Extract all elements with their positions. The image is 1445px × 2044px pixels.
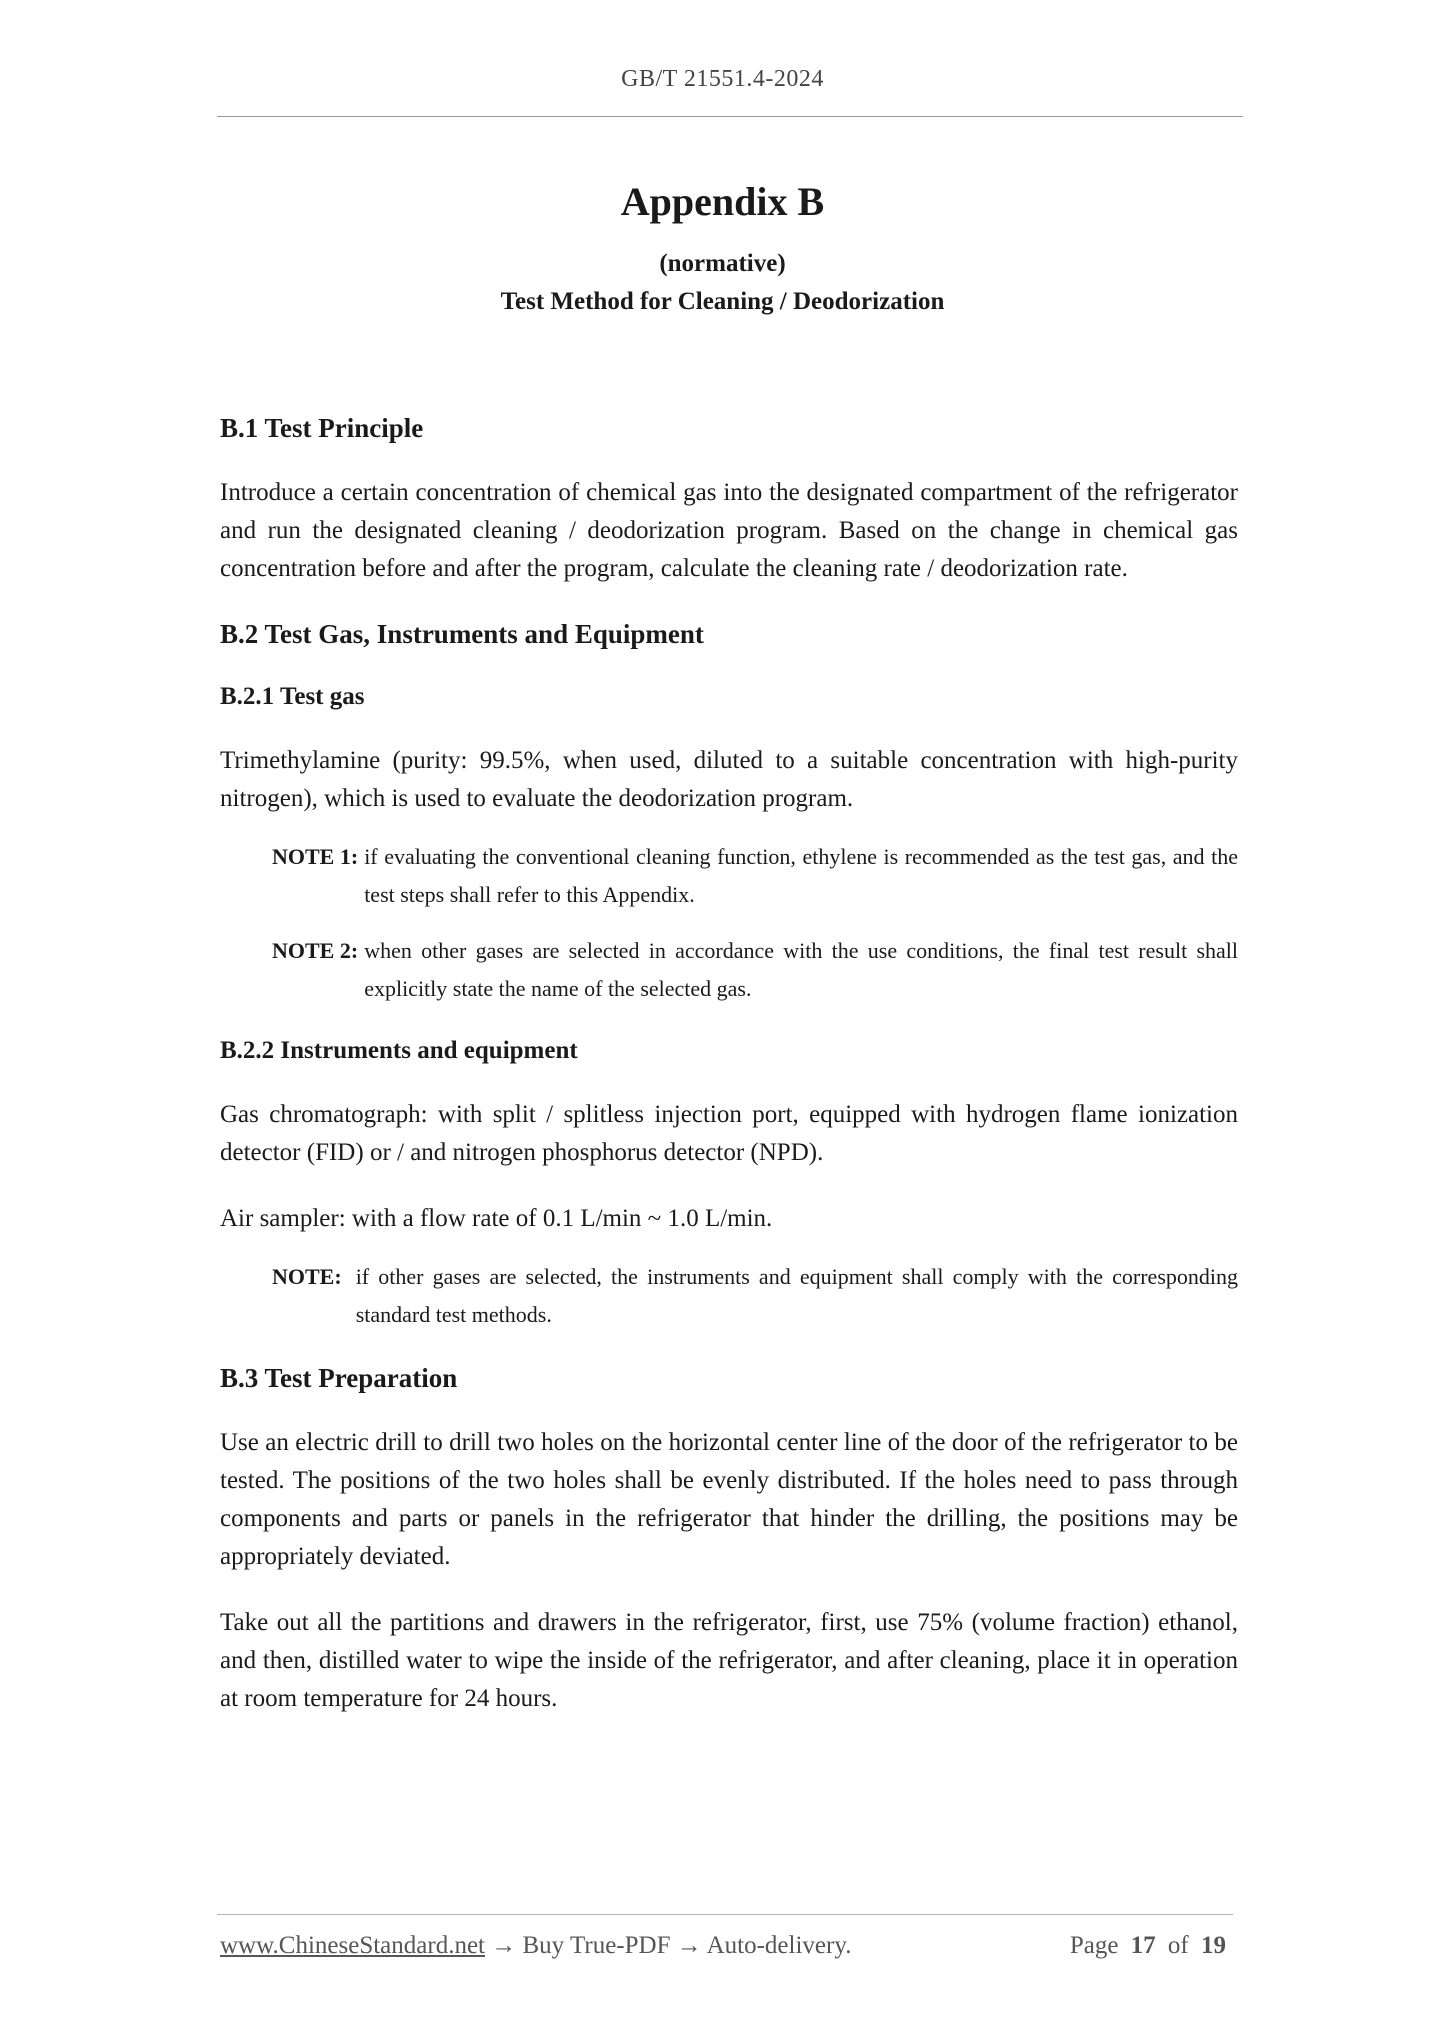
page-number	[1070, 1932, 1232, 1960]
section-b21-paragraph: Trimethylamine (purity: 99.5%, when used, diluted to a suitable concentration with high-purity nitrogen), which is used to evaluate the deodorization program.	[220, 747, 1238, 812]
note-2-label: NOTE 2:	[272, 938, 359, 963]
document-body	[220, 410, 1238, 1746]
page-current: 17	[1130, 1932, 1156, 1959]
section-b21-heading: B.2.1 Test gas	[220, 683, 365, 710]
note-1	[272, 838, 1238, 914]
section-b3-paragraph-1: Use an electric drill to drill two holes on the horizontal center line of the door of the refrigerator to be tested. The positions of the two holes shall be evenly distributed. If the holes need to pass through components and parts or panels in the refrigerator that hinder the drilling, the positions may be appropriately deviated.	[220, 1429, 1238, 1570]
note-1-label: NOTE 1:	[272, 844, 359, 869]
appendix-subtitle: Test Method for Cleaning / Deodorization	[500, 288, 945, 315]
appendix-title: Appendix B	[620, 179, 825, 224]
running-header: GB/T 21551.4-2024	[621, 66, 824, 92]
footer-delivery-text: Auto-delivery.	[706, 1932, 852, 1959]
page-total: 19	[1201, 1932, 1226, 1959]
note-2-text: when other gases are selected in accordance with the use conditions, the final test result shall explicitly state the name of the selected gas.	[364, 938, 1238, 1001]
section-b2-heading: B.2 Test Gas, Instruments and Equipment	[220, 619, 704, 649]
note-instruments	[272, 1258, 1238, 1334]
footer-promo	[220, 1932, 851, 1960]
footer-buy-text: Buy True-PDF	[522, 1932, 671, 1959]
section-b3-paragraph-2: Take out all the partitions and drawers in the refrigerator, first, use 75% (volume fraction) ethanol, and then, distilled water to wipe the inside of the refrigerator, and after cleaning, place it in operation at room temperature for 24 hours.	[220, 1609, 1238, 1712]
note-1-text: if evaluating the conventional cleaning function, ethylene is recommended as the test gas, and the test steps shall refer to this Appendix.	[364, 844, 1238, 907]
appendix-title-block	[0, 176, 1445, 318]
footer-divider	[217, 1914, 1233, 1915]
section-b22-paragraph-2: Air sampler: with a flow rate of 0.1 L/min ~ 1.0 L/min.	[220, 1205, 773, 1232]
website-link[interactable]: www.ChineseStandard.net	[220, 1932, 485, 1959]
section-b3-heading: B.3 Test Preparation	[220, 1363, 458, 1393]
section-b1-heading: B.1 Test Principle	[220, 413, 424, 443]
note-instruments-text: if other gases are selected, the instruments and equipment shall comply with the corresponding standard test methods.	[355, 1264, 1238, 1327]
header-divider	[217, 116, 1243, 117]
note-instruments-label: NOTE:	[272, 1264, 342, 1289]
section-b1-paragraph: Introduce a certain concentration of chemical gas into the designated compartment of the refrigerator and run the designated cleaning / deodorization program. Based on the change in chemical gas concentration before and after the program, calculate the cleaning rate / deodorization rate.	[220, 479, 1238, 582]
of-word: of	[1167, 1932, 1189, 1959]
section-b22-paragraph-1: Gas chromatograph: with split / splitless injection port, equipped with hydrogen flame ionization detector (FID) or / and nitrogen phosphorus detector (NPD).	[220, 1101, 1238, 1166]
normative-label: (normative)	[659, 250, 786, 277]
section-b22-heading: B.2.2 Instruments and equipment	[220, 1037, 578, 1064]
page-word: Page	[1069, 1932, 1119, 1959]
arrow-right-icon: →	[491, 1932, 517, 1959]
note-2	[272, 932, 1238, 1008]
arrow-right-icon: →	[676, 1932, 702, 1959]
